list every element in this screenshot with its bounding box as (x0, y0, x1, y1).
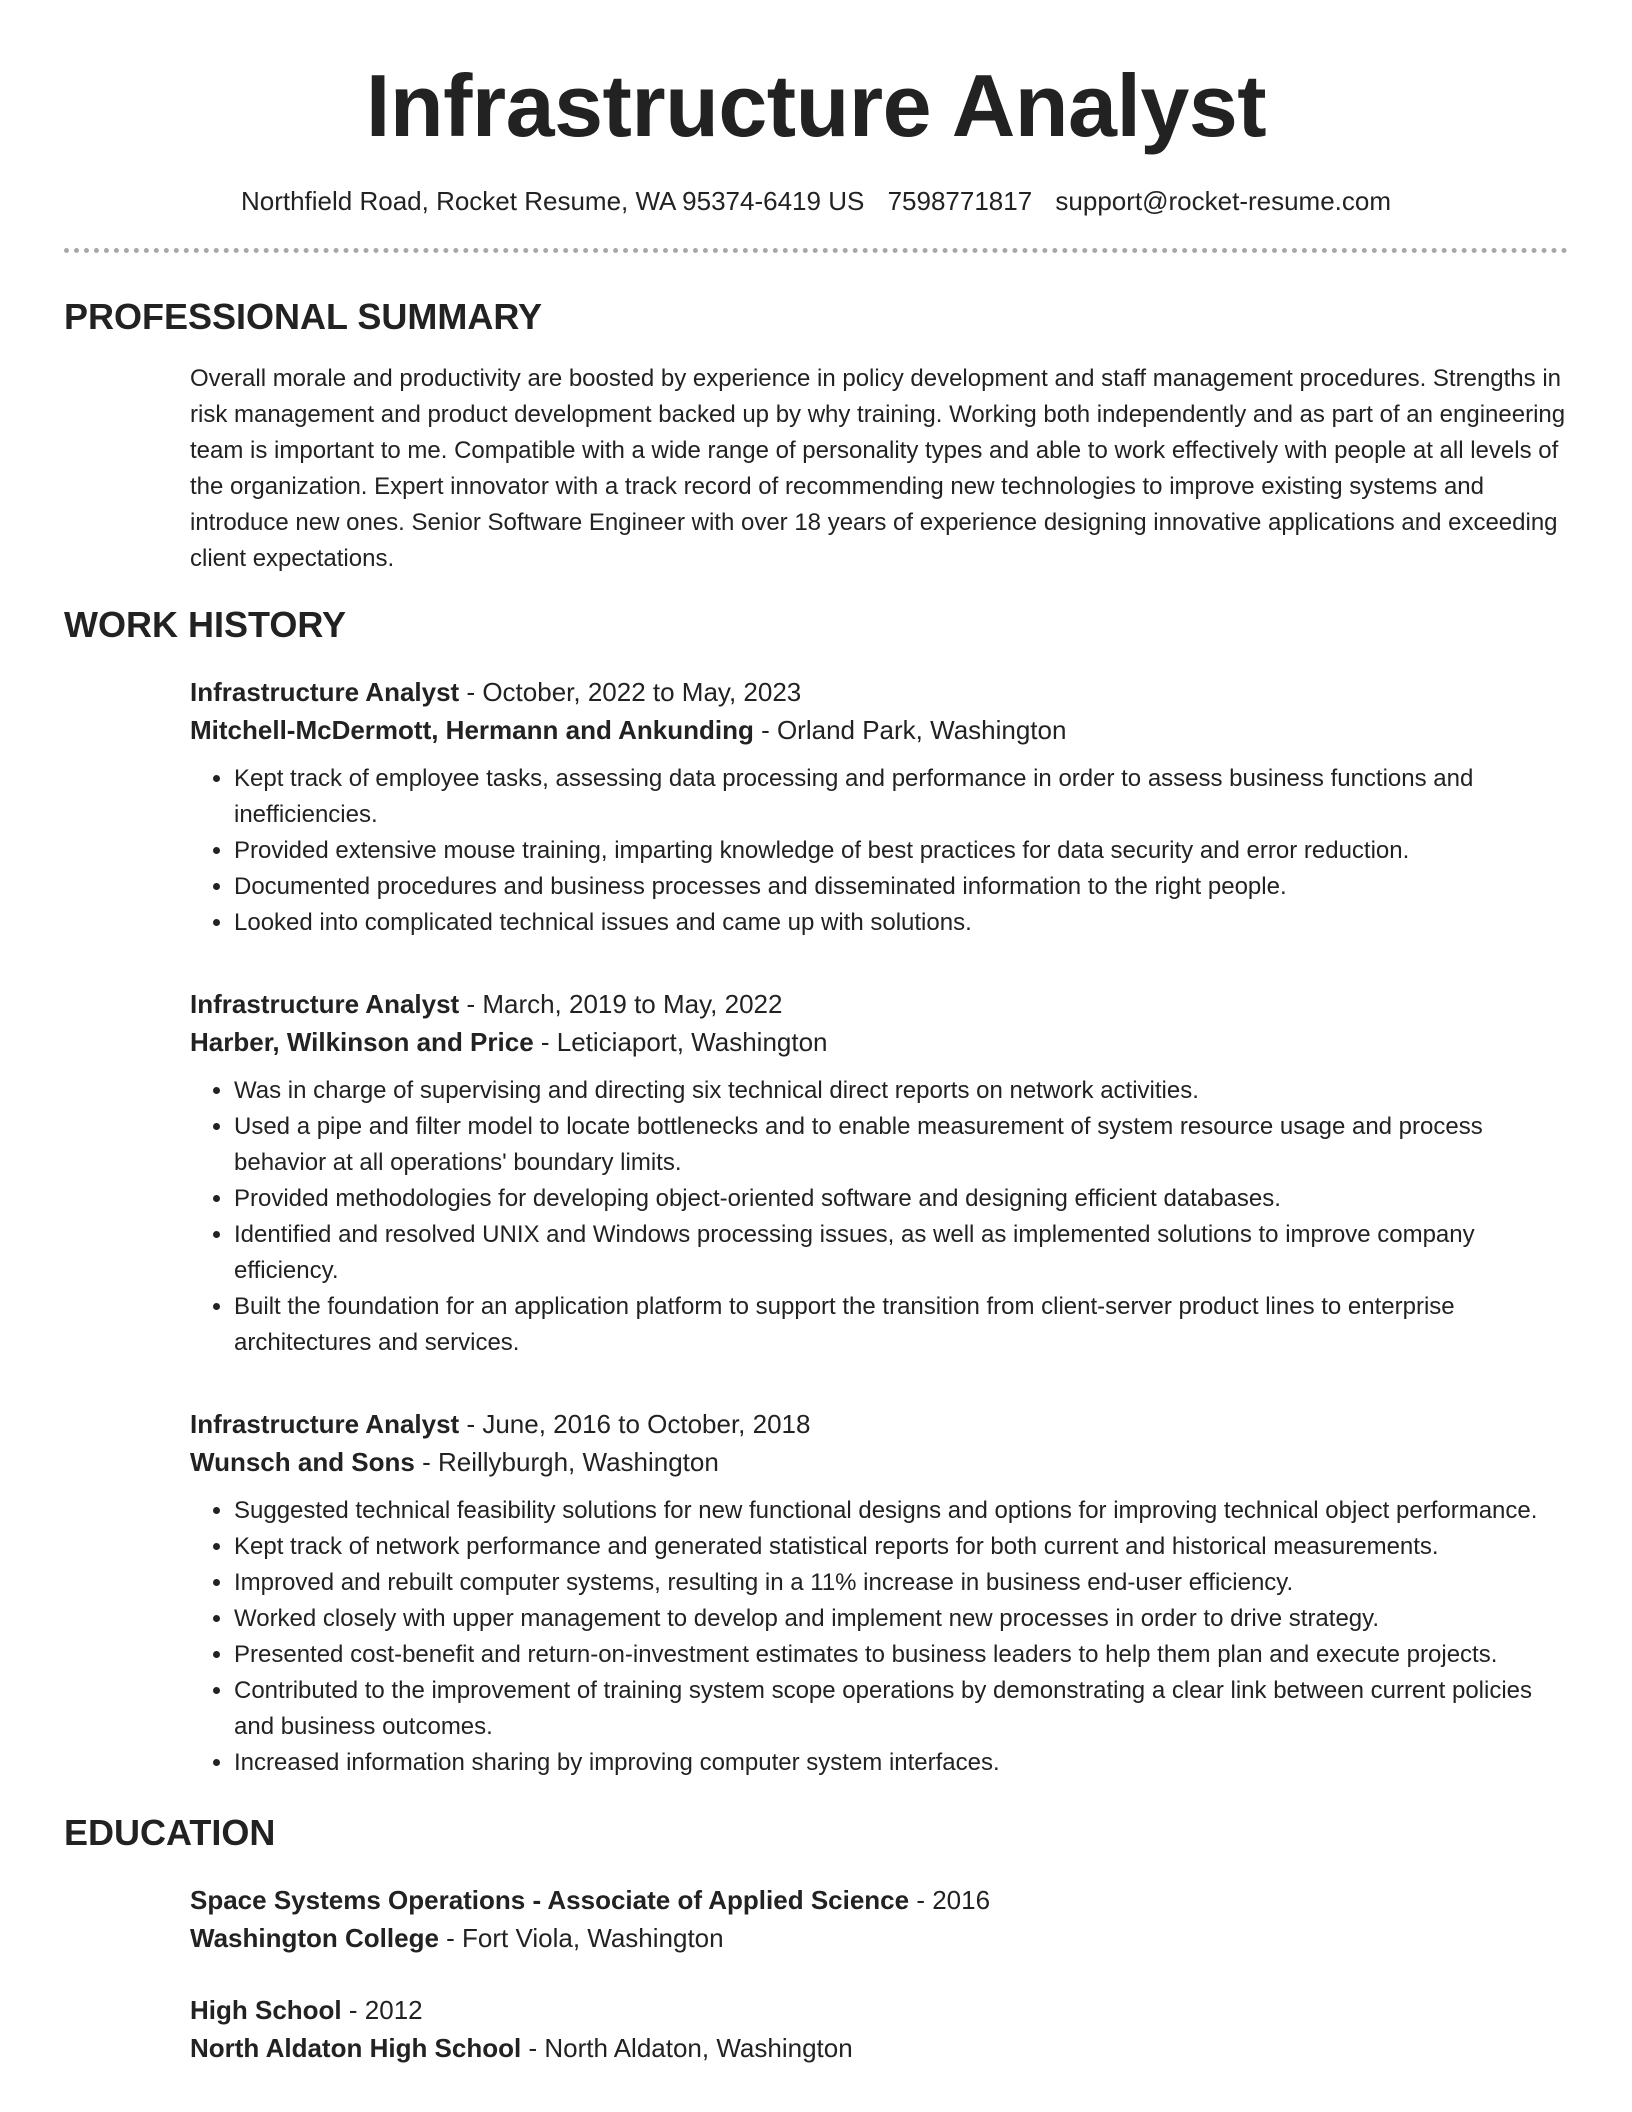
job-entry (190, 673, 1568, 941)
education-year: - 2012 (341, 1995, 423, 2025)
education-location: - Fort Viola, Washington (438, 1923, 724, 1953)
job-role: Infrastructure Analyst (190, 1409, 460, 1439)
job-dates: - March, 2019 to May, 2022 (459, 989, 783, 1019)
job-role: Infrastructure Analyst (190, 677, 460, 707)
education-degree-line (190, 1991, 1568, 2029)
contact-email: support@rocket-resume.com (1055, 186, 1392, 216)
education-school-line (190, 2029, 1568, 2067)
job-company: Harber, Wilkinson and Price (190, 1027, 534, 1057)
education-school-line (190, 1919, 1568, 1957)
candidate-name: Infrastructure Analyst (365, 56, 1267, 155)
job-bullets (190, 1493, 1568, 1781)
job-location: - Orland Park, Washington (753, 715, 1067, 745)
work-history-heading: WORK HISTORY (64, 604, 347, 645)
job-bullet: • Built the foundation for an application platform to support the transition from client-server product lines to enterprise architectures and services. (234, 1289, 1568, 1361)
job-bullet: • Used a pipe and filter model to locate bottlenecks and to enable measurement of system resource usage and process behavior at all operations' boundary limits. (234, 1109, 1568, 1181)
job-bullet: • Kept track of network performance and generated statistical reports for both current and historical measurements. (234, 1529, 1568, 1565)
job-role-line (190, 985, 1568, 1023)
contact-address: Northfield Road, Rocket Resume, WA 95374-6419 US (240, 186, 865, 216)
header-divider (64, 248, 1568, 253)
education-school: North Aldaton High School (190, 2033, 522, 2063)
education-degree: High School (190, 1995, 342, 2025)
job-bullet: • Suggested technical feasibility solutions for new functional designs and options for improving technical object performance. (234, 1493, 1568, 1529)
job-bullet: • Presented cost-benefit and return-on-investment estimates to business leaders to help them plan and execute projects. (234, 1637, 1568, 1673)
job-bullets (190, 1073, 1568, 1361)
education-heading: EDUCATION (64, 1812, 276, 1853)
summary-text: Overall morale and productivity are boosted by experience in policy development and staff management procedures. Strengths in risk management and product development backed up by why training. Working both independently and as part of an engineering team is important to me. Compatible with a wide range of personality types and able to work effectively with people at all levels of the organization. Expert innovator with a track record of recommending new technologies to improve existing systems and introduce new ones. Senior Software Engineer with over 18 years of experience designing innovative applications and exceeding client expectations. (190, 365, 1566, 572)
job-bullet: • Kept track of employee tasks, assessing data processing and performance in order to assess business functions and inefficiencies. (234, 761, 1568, 833)
job-company: Wunsch and Sons (190, 1447, 415, 1477)
job-role-line (190, 673, 1568, 711)
job-bullet: • Identified and resolved UNIX and Windows processing issues, as well as implemented solutions to improve company efficiency. (234, 1217, 1568, 1289)
job-bullet: • Contributed to the improvement of training system scope operations by demonstrating a clear link between current policies and business outcomes. (234, 1673, 1568, 1745)
job-location: - Leticiaport, Washington (533, 1027, 828, 1057)
education-school: Washington College (190, 1923, 439, 1953)
job-entry (190, 1405, 1568, 1781)
job-bullet: • Provided methodologies for developing object-oriented software and designing efficient databases. (234, 1181, 1568, 1217)
job-company-line (190, 711, 1568, 749)
job-entry (190, 985, 1568, 1361)
contact-phone: 7598771817 (887, 186, 1033, 216)
education-location: - North Aldaton, Washington (521, 2033, 853, 2063)
job-dates: - June, 2016 to October, 2018 (459, 1409, 811, 1439)
job-bullets (190, 761, 1568, 941)
education-entry (190, 1881, 1568, 1957)
job-company: Mitchell-McDermott, Hermann and Ankunding (190, 715, 754, 745)
work-history-list (64, 673, 1568, 1781)
education-entry (190, 1991, 1568, 2067)
summary-heading: PROFESSIONAL SUMMARY (64, 296, 543, 337)
job-bullet: • Was in charge of supervising and directing six technical direct reports on network activities. (234, 1073, 1568, 1109)
education-year: - 2016 (909, 1885, 991, 1915)
job-bullet: • Documented procedures and business processes and disseminated information to the right people. (234, 869, 1568, 905)
job-role: Infrastructure Analyst (190, 989, 460, 1019)
job-bullet: • Increased information sharing by improving computer system interfaces. (234, 1745, 1568, 1781)
job-bullet: • Provided extensive mouse training, imparting knowledge of best practices for data security and error reduction. (234, 833, 1568, 869)
education-degree-line (190, 1881, 1568, 1919)
job-location: - Reillyburgh, Washington (414, 1447, 719, 1477)
job-company-line (190, 1443, 1568, 1481)
job-company-line (190, 1023, 1568, 1061)
job-bullet: • Improved and rebuilt computer systems, resulting in a 11% increase in business end-user efficiency. (234, 1565, 1568, 1601)
job-role-line (190, 1405, 1568, 1443)
resume-header (64, 0, 1568, 218)
education-degree: Space Systems Operations - Associate of Applied Science (190, 1885, 910, 1915)
job-dates: - October, 2022 to May, 2023 (459, 677, 802, 707)
job-bullet: • Worked closely with upper management to develop and implement new processes in order to drive strategy. (234, 1601, 1568, 1637)
education-list (64, 1881, 1568, 2067)
job-bullet: • Looked into complicated technical issues and came up with solutions. (234, 905, 1568, 941)
contact-line (64, 184, 1568, 218)
